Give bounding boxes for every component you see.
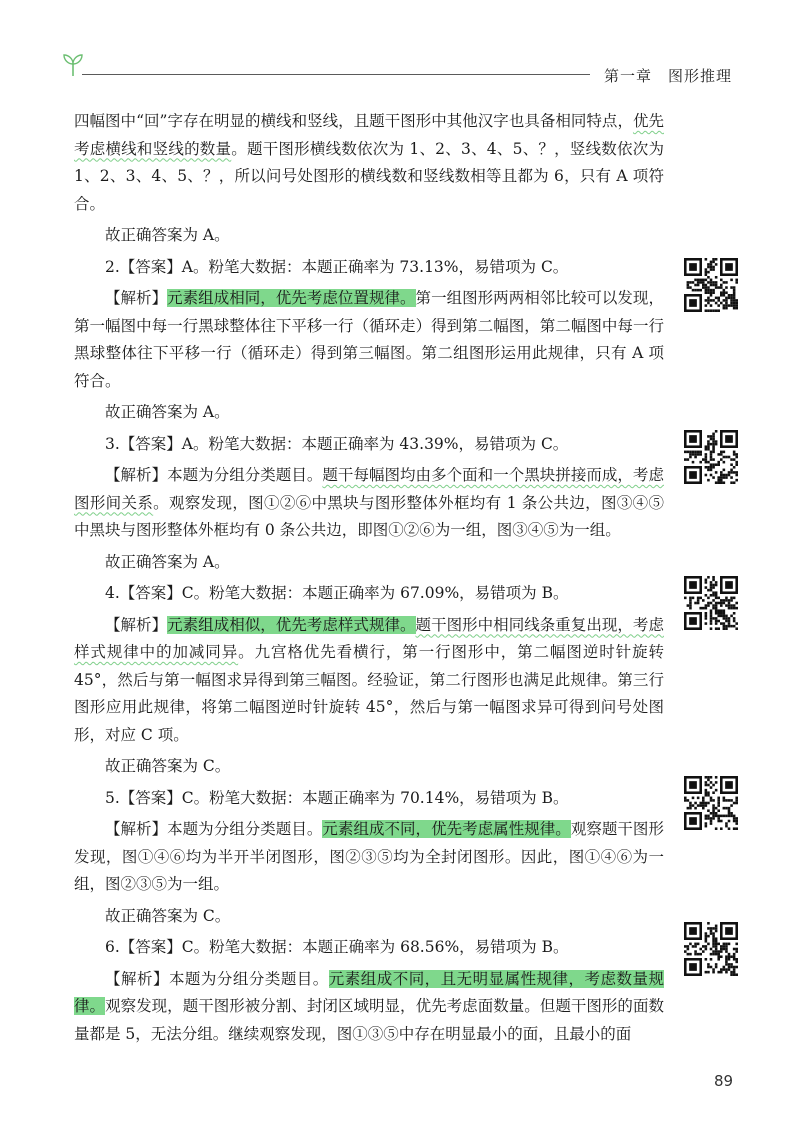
intro-emphasis: 优先考虑横线和竖线的数量 — [74, 112, 664, 158]
q3-conclusion: 故正确答案为 A。 — [105, 552, 230, 571]
q3-answer-text: A。粉笔大数据：本题正确率为 43.39%，易错项为 C。 — [181, 434, 569, 453]
q6-highlight: 元素组成不同，且无明显属性规律，考虑数量规律。 — [74, 969, 664, 1015]
q5-explanation-text: 观察题干图形发现，图①④⑥均为半开半闭图形，图②③⑤均为全封闭图形。因此，图①④⑥为一组，图②③⑤为一组。 — [74, 820, 664, 893]
qr-code-icon[interactable] — [684, 430, 738, 484]
q2-explanation — [74, 285, 664, 395]
chapter-name: 图形推理 — [668, 67, 733, 85]
qr-code-icon[interactable] — [684, 776, 738, 830]
q2-answer — [74, 254, 664, 282]
q3-answer-label: 3.【答案】 — [105, 434, 182, 453]
q2-explanation-text: 第一组图形两两相邻比较可以发现，第一幅图中每一行黑球整体往下平移一行（循环走）得到第二幅图，第二幅图中每一行黑球整体往下平移一行（循环走）得到第三幅图。第二组图形运用此规律，只有 A 项符合。 — [74, 289, 664, 390]
q5-highlight: 元素组成不同，优先考虑属性规律。 — [322, 820, 571, 838]
q5-answer-text: C。粉笔大数据：本题正确率为 70.14%，易错项为 B。 — [181, 788, 569, 807]
q6-explanation-text: 观察发现，题干图形被分割、封闭区域明显，优先考虑面数量。但题干图形的面数量都是 5，无法分组。继续观察发现，图①③⑤中存在明显最小的面，且最小的面 — [74, 997, 664, 1043]
intro-paragraph — [74, 108, 664, 218]
q4-conclusion: 故正确答案为 C。 — [105, 757, 231, 775]
q5-explanation-lead: 本题为分组分类题目。 — [167, 820, 323, 838]
q2-answer-label: 2.【答案】 — [105, 257, 182, 276]
q4-explanation-text: 。九宫格优先看横行，第一行图形中，第二幅图逆时针旋转 45°，然后与第一幅图求异得到第三幅图。经验证，第二行图形也满足此规律。第三行图形应用此规律，将第二幅图逆时针旋转 45°，然后与第一幅图求异可得到问号处图形，对应 C 项。 — [74, 643, 664, 744]
q5-answer — [74, 785, 664, 813]
q4-explanation — [74, 612, 664, 750]
page-header — [0, 40, 800, 90]
q2-answer-text: A。粉笔大数据：本题正确率为 73.13%，易错项为 C。 — [181, 257, 569, 276]
qr-code-icon[interactable] — [684, 922, 738, 976]
q5-answer-label: 5.【答案】 — [105, 788, 182, 807]
qr-code-icon[interactable] — [684, 576, 738, 630]
q5-explanation-label: 【解析】 — [105, 820, 168, 838]
intro-text-1: 四幅图中“回”字存在明显的横线和竖线，且题干图形中其他汉字也具备相同特点， — [74, 112, 633, 130]
q4-emphasis: 题干图形中相同线条重复出现，考虑样式规律中的加减同异 — [74, 615, 664, 661]
q4-highlight: 元素组成相似，优先考虑样式规律。 — [167, 615, 416, 634]
q4-explanation-label: 【解析】 — [105, 615, 168, 634]
q6-explanation-lead: 本题为分组分类题目。 — [168, 969, 329, 988]
chapter-title — [604, 65, 732, 86]
q2-explanation-label: 【解析】 — [105, 289, 168, 307]
conclusion-1: 故正确答案为 A。 — [105, 226, 230, 244]
q6-explanation — [74, 966, 664, 1049]
q4-answer-text: C。粉笔大数据：本题正确率为 67.09%，易错项为 B。 — [181, 584, 569, 602]
page-content — [74, 108, 664, 1052]
header-rule — [82, 74, 590, 75]
q3-explanation — [74, 462, 664, 545]
qr-code-icon[interactable] — [684, 258, 738, 312]
q6-explanation-label: 【解析】 — [105, 969, 169, 988]
q3-explanation-label: 【解析】 — [105, 466, 168, 484]
q2-highlight: 元素组成相同，优先考虑位置规律。 — [167, 289, 416, 307]
q2-conclusion: 故正确答案为 A。 — [105, 403, 230, 421]
q5-explanation — [74, 816, 664, 899]
intro-text-2: 。题干图形横线数依次为 1、2、3、4、5、？，竖线数依次为 1、2、3、4、5、？，所以问号处图形的横线数和竖线数相等且都为 6，只有 A 项符合。 — [74, 139, 664, 213]
q6-answer — [74, 934, 664, 962]
q3-emphasis: 题干每幅图均由多个面和一个黑块拼接而成，考虑图形间关系 — [74, 466, 664, 512]
q3-answer — [74, 431, 664, 459]
page-number: 89 — [714, 1072, 734, 1090]
q5-conclusion: 故正确答案为 C。 — [105, 906, 231, 925]
q3-explanation-lead: 本题为分组分类题目。 — [167, 466, 323, 484]
chapter-number: 第一章 — [604, 67, 653, 85]
q6-answer-label: 6.【答案】 — [105, 938, 182, 956]
q3-explanation-text: 。观察发现，图①②⑥中黑块与图形整体外框均有 1 条公共边，图③④⑤中黑块与图形整体外框均有 0 条公共边，即图①②⑥为一组，图③④⑤为一组。 — [74, 493, 664, 539]
q6-answer-text: C。粉笔大数据：本题正确率为 68.56%，易错项为 B。 — [181, 938, 569, 956]
q4-answer-label: 4.【答案】 — [105, 584, 182, 602]
q4-answer — [74, 580, 664, 608]
